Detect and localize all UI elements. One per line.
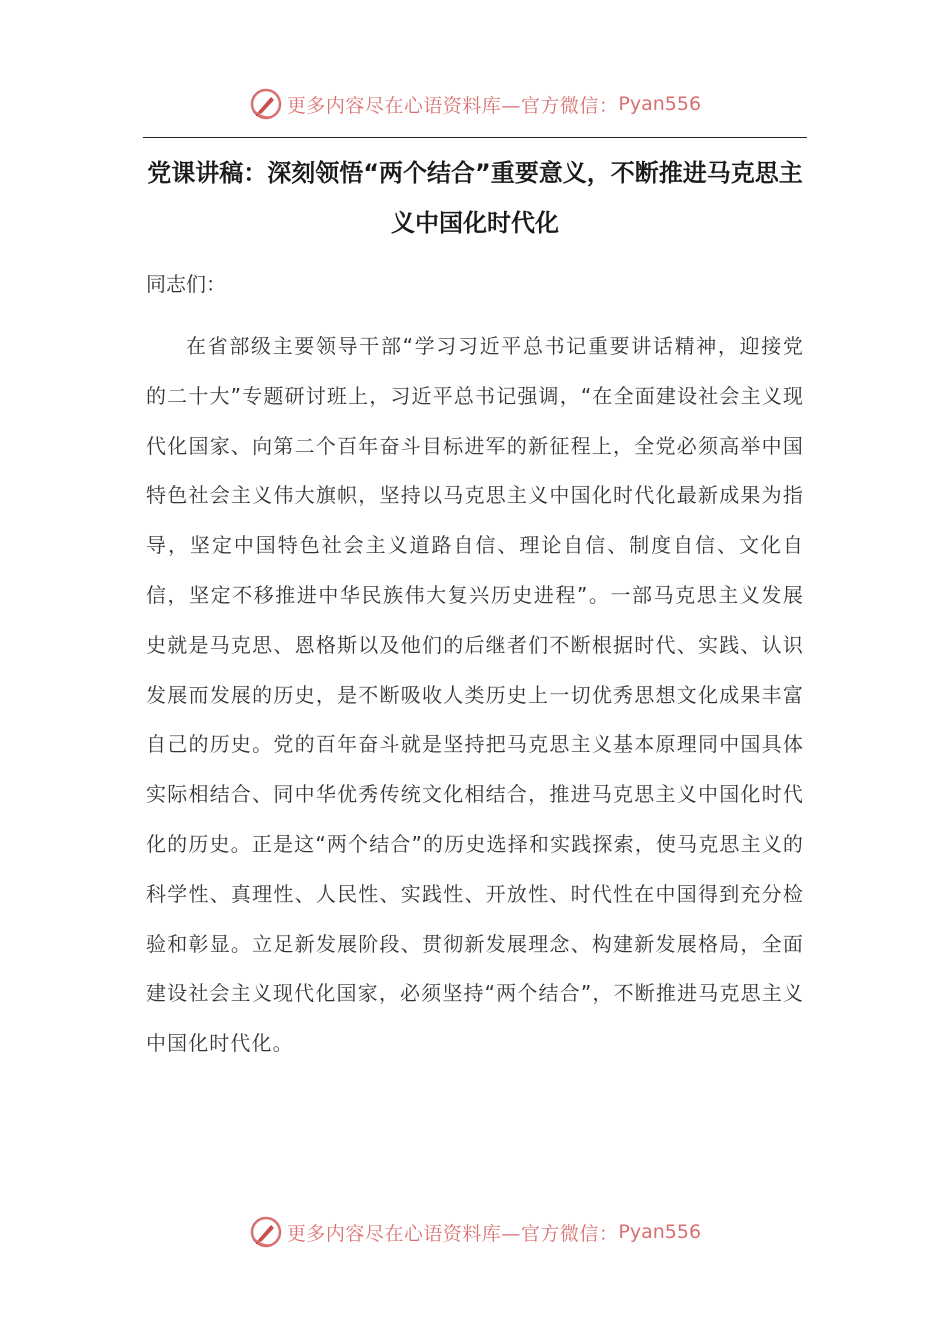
footer-banner-id: Pyan556 <box>618 1221 702 1243</box>
header-banner-text: 更多内容尽在心语资料库—官方微信： <box>286 94 619 117</box>
document-title: 党课讲稿：深刻领悟“两个结合”重要意义，不断推进马克思主义中国化时代化 <box>147 159 803 237</box>
footer-banner-text: 更多内容尽在心语资料库—官方微信： <box>286 1222 619 1245</box>
pen-logo-icon <box>249 1215 283 1249</box>
header-banner-id: Pyan556 <box>618 93 702 115</box>
footer-banner <box>0 1212 950 1252</box>
body-paragraph: 在省部级主要领导干部“学习习近平总书记重要讲话精神，迎接党的二十大”专题研讨班上，习近平总书记强调，“在全面建设社会主义现代化国家、向第二个百年奋斗目标进军的新征程上，全党必须高举中国特色社会主义伟大旗帜，坚持以马克思主义中国化时代化最新成果为指导，坚定中国特色社会主义道路自信、理论自信、制度自信、文化自信，坚定不移推进中华民族伟大复兴历史进程”。一部马克思主义发展史就是马克思、恩格斯以及他们的后继者们不断根据时代、实践、认识发展而发展的历史，是不断吸收人类历史上一切优秀思想文化成果丰富自己的历史。党的百年奋斗就是坚持把马克思主义基本原理同中国具体实际相结合、同中华优秀传统文化相结合，推进马克思主义中国化时代化的历史。正是这“两个结合”的历史选择和实践探索，使马克思主义的科学性、真理性、人民性、实践性、开放性、时代性在中国得到充分检验和彰显。立足新发展阶段、贯彻新发展理念、构建新发展格局，全面建设社会主义现代化国家，必须坚持“两个结合”，不断推进马克思主义中国化时代化。 <box>146 334 805 1056</box>
header-divider <box>143 137 807 138</box>
greeting: 同志们： <box>146 272 226 296</box>
pen-logo-icon <box>249 87 283 121</box>
header-banner <box>0 84 950 124</box>
